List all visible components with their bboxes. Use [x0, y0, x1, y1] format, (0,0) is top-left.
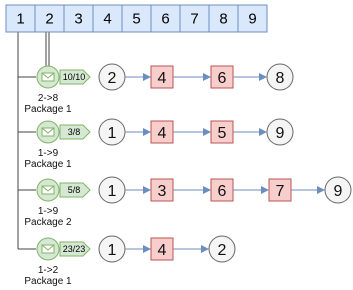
- node-label: 8: [275, 70, 285, 87]
- package-row: [24, 236, 235, 287]
- package-caption: Package 2: [24, 217, 72, 228]
- node-label: 6: [217, 70, 227, 87]
- progress-label: 5/8: [67, 185, 81, 195]
- node-label: 3: [157, 183, 167, 200]
- slot-bar: [6, 5, 267, 32]
- package-row: [24, 177, 351, 228]
- slot-label: 8: [219, 10, 228, 28]
- route-caption: 1->2: [37, 265, 59, 276]
- node-label: 1: [107, 183, 117, 200]
- node-label: 2: [107, 70, 117, 87]
- package-rows: [24, 64, 351, 287]
- progress-label: 23/23: [62, 244, 86, 254]
- package-caption: Package 1: [24, 104, 72, 115]
- route-caption: 2->8: [37, 93, 59, 104]
- node-label: 5: [217, 125, 227, 142]
- slot-label: 3: [74, 10, 83, 28]
- progress-label: 3/8: [67, 127, 81, 137]
- route-caption: 1->9: [37, 206, 59, 217]
- node-label: 7: [275, 183, 285, 200]
- slot-label: 5: [132, 10, 141, 28]
- package-caption: Package 1: [24, 276, 72, 287]
- slot-label: 7: [190, 10, 199, 28]
- progress-label: 10/10: [62, 72, 86, 82]
- slot-label: 4: [103, 10, 112, 28]
- package-row: [24, 119, 293, 170]
- node-label: 4: [157, 242, 167, 259]
- slot-label: 9: [248, 10, 257, 28]
- slot-label: 1: [16, 10, 25, 28]
- route-caption: 1->9: [37, 148, 59, 159]
- node-label: 2: [217, 242, 227, 259]
- package-row: [24, 64, 293, 115]
- node-label: 1: [107, 242, 117, 259]
- node-label: 4: [157, 125, 167, 142]
- node-label: 9: [333, 183, 343, 200]
- node-label: 1: [107, 125, 117, 142]
- slot-label: 2: [45, 10, 54, 28]
- node-label: 9: [275, 125, 285, 142]
- node-label: 6: [217, 183, 227, 200]
- slot-label: 6: [161, 10, 170, 28]
- package-caption: Package 1: [24, 159, 72, 170]
- node-label: 4: [157, 70, 167, 87]
